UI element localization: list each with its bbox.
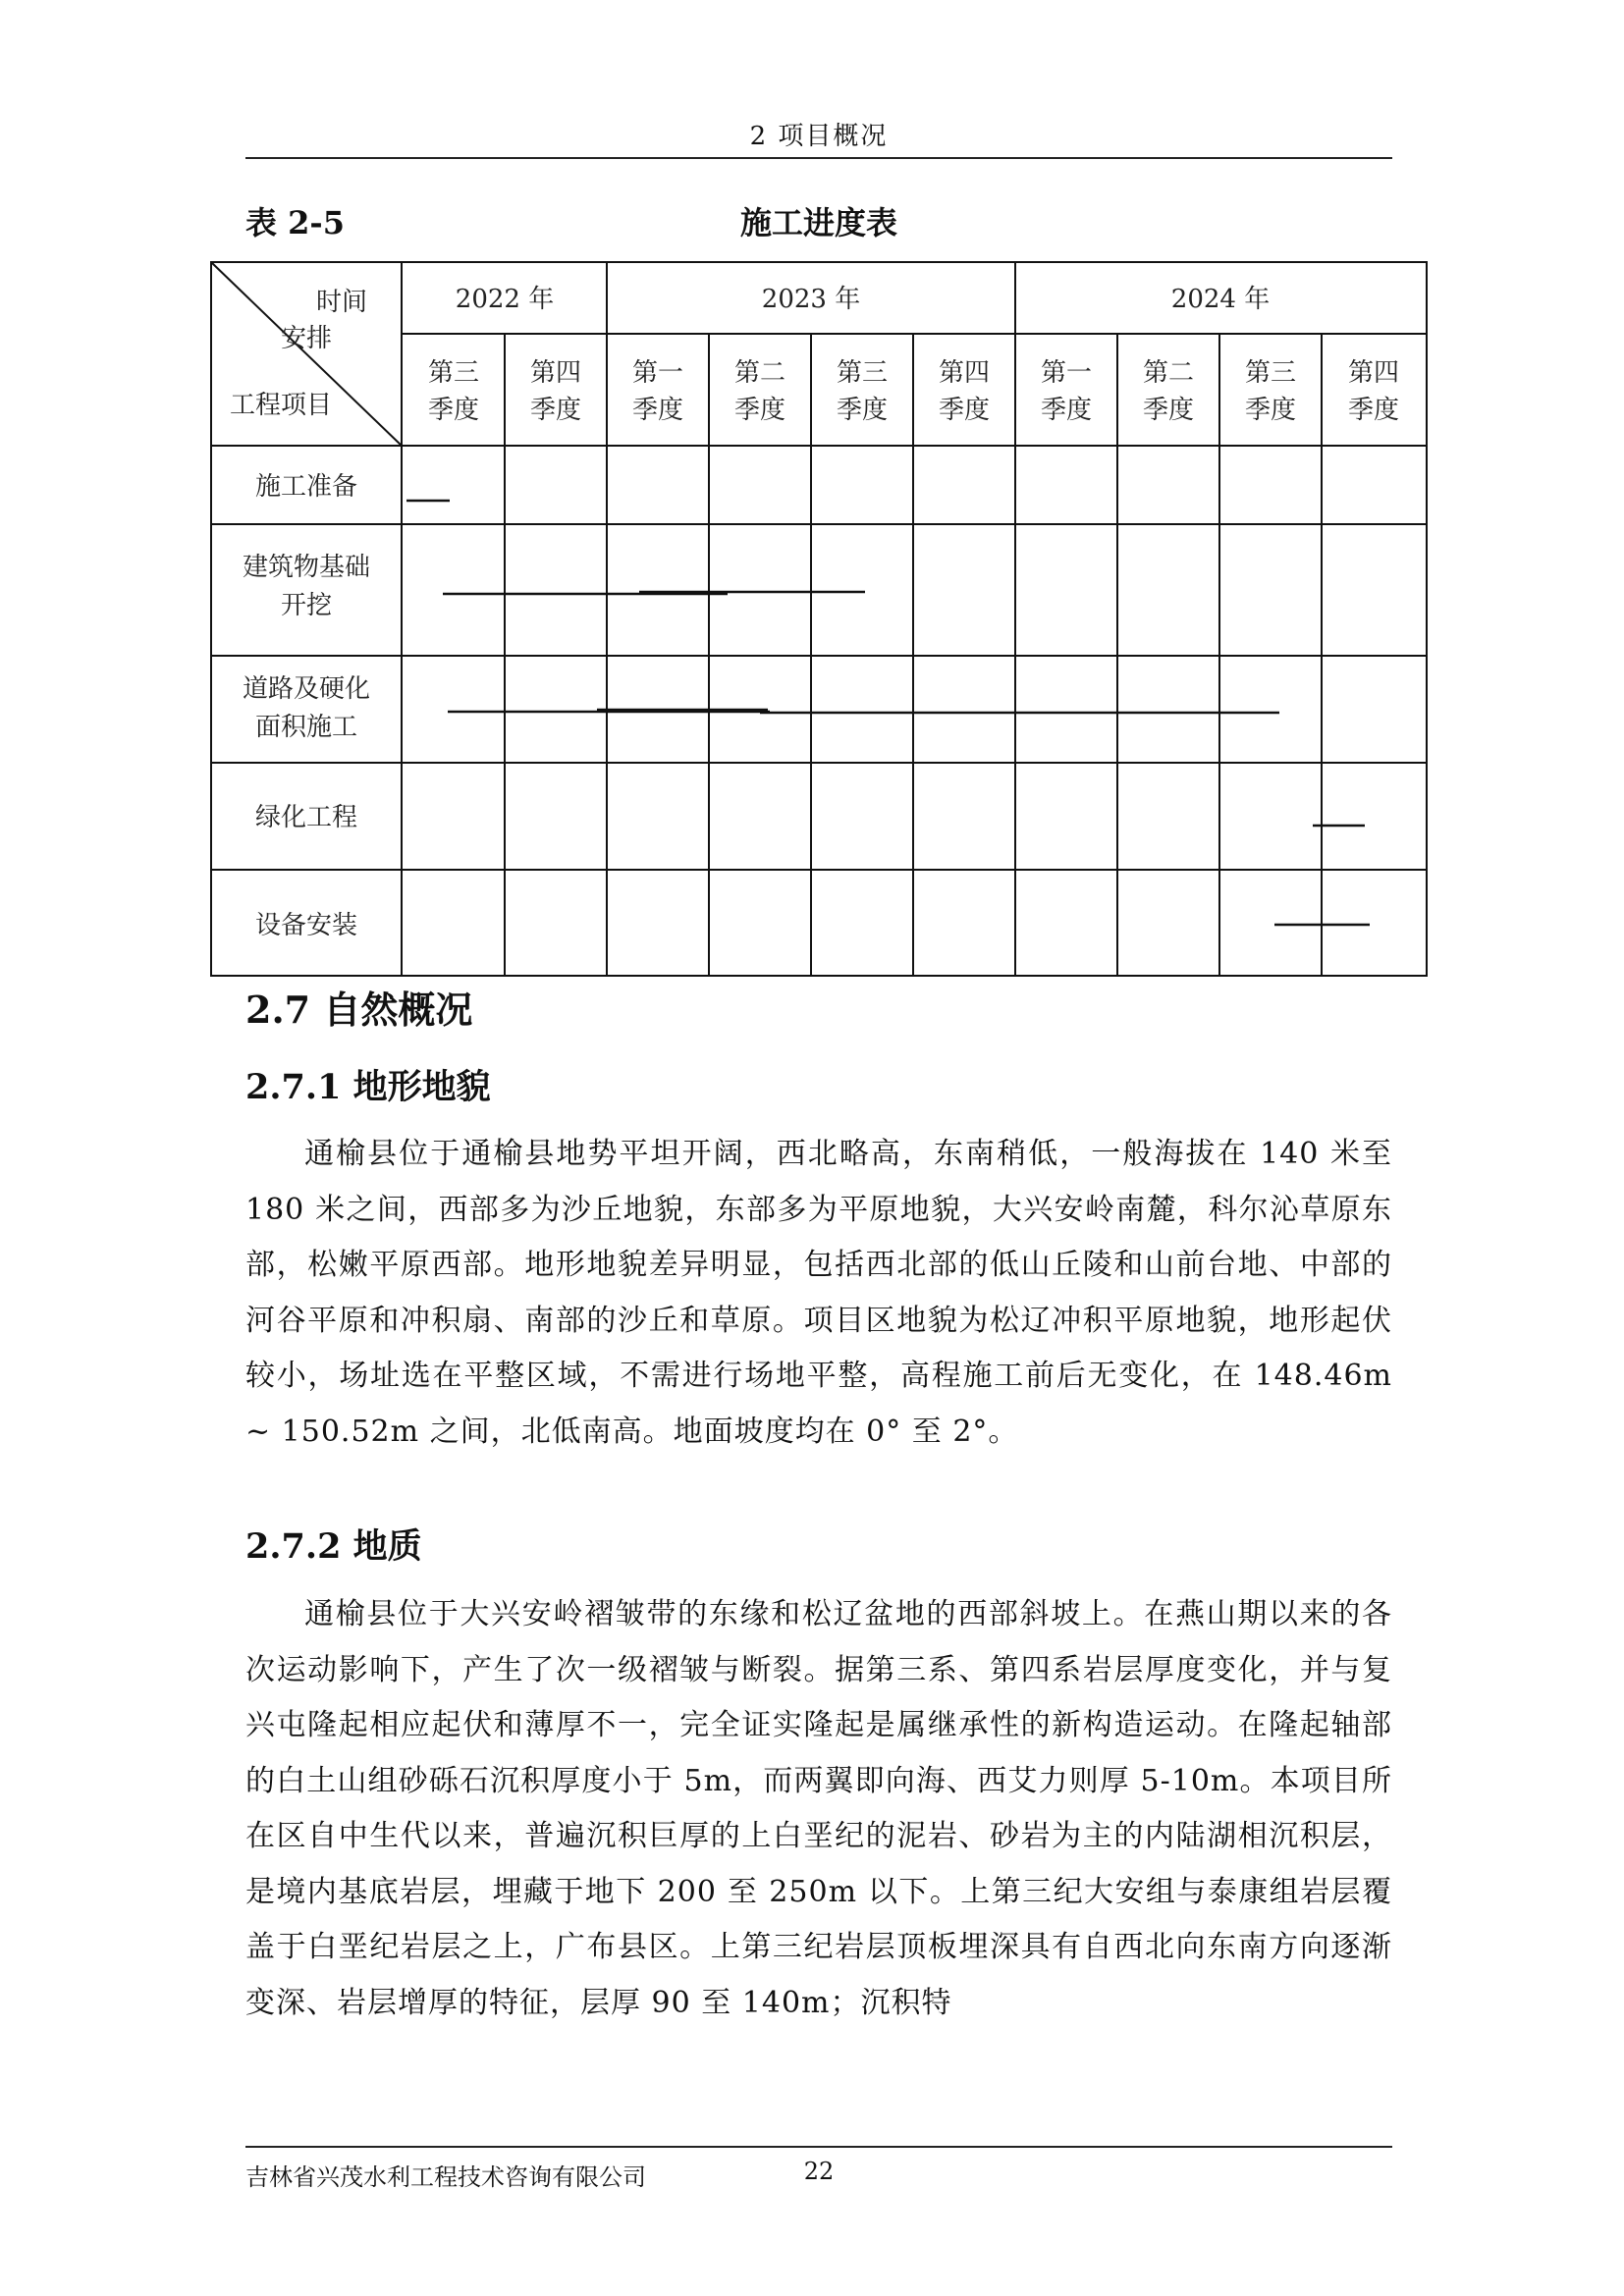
quarter-label: 季度	[733, 396, 786, 425]
year-2022: 2022 年	[455, 285, 555, 314]
construction-schedule-table	[210, 261, 1428, 978]
section-heading-2-7-2: 2.7.2 地质	[245, 1526, 422, 1567]
row-label-greening: 绿化工程	[254, 803, 358, 832]
quarter-label: 第四	[938, 358, 991, 388]
quarter-label: 季度	[1142, 396, 1195, 425]
quarter-label: 季度	[836, 396, 889, 425]
quarter-label: 第四	[529, 358, 582, 388]
quarter-label: 第三	[427, 358, 480, 388]
row-label-equipment: 设备安装	[254, 911, 358, 940]
quarter-label: 第三	[836, 358, 889, 388]
quarter-label: 季度	[1347, 396, 1400, 425]
table-caption-title: 施工进度表	[739, 204, 897, 241]
quarter-label: 第一	[631, 358, 684, 388]
footer-company-name: 吉林省兴茂水利工程技术咨询有限公司	[245, 2163, 646, 2191]
quarter-label: 季度	[427, 396, 480, 425]
quarter-label: 季度	[631, 396, 684, 425]
year-2024: 2024 年	[1170, 285, 1271, 314]
section-heading-2-7-1: 2.7.1 地形地貌	[245, 1067, 491, 1107]
row-label-road: 道路及硬化	[242, 674, 371, 704]
quarter-label: 第四	[1347, 358, 1400, 388]
quarter-label: 季度	[529, 396, 582, 425]
corner-label-arrange: 安排	[281, 324, 333, 353]
row-label-foundation: 建筑物基础	[242, 553, 371, 582]
corner-label-time: 时间	[316, 288, 368, 317]
section-heading-2-7: 2.7 自然概况	[245, 988, 473, 1032]
row-label-foundation: 开挖	[280, 591, 333, 620]
row-label-prep: 施工准备	[254, 472, 358, 502]
quarter-label: 第二	[733, 358, 786, 388]
paragraph-geology: 通榆县位于大兴安岭褶皱带的东缘和松辽盆地的西部斜坡上。在燕山期以来的各次运动影响下，产生了次一级褶皱与断裂。据第三系、第四系岩层厚度变化，并与复兴屯隆起相应起伏和薄厚不一，完全证实隆起是属继承性的新构造运动。在隆起轴部的白土山组砂砾石沉积厚度小于 5m，而两翼即向海、西艾力则厚 5-10m。本项目所在区自中生代以来，普遍沉积巨厚的上白垩纪的泥岩、砂岩为主的内陆湖相沉积层，是境内基底岩层，埋藏于地下 200 至 250m 以下。上第三纪大安组与泰康组岩层覆盖于白垩纪岩层之上，广布县区。上第三纪岩层顶板埋深具有自西北向东南方向逐渐变深、岩层增厚的特征，层厚 90 至 140m；沉积特	[245, 1597, 1392, 2020]
quarter-label: 季度	[938, 396, 991, 425]
quarter-label: 第一	[1040, 358, 1093, 388]
quarter-label: 第二	[1142, 358, 1195, 388]
row-label-road: 面积施工	[254, 713, 358, 742]
page-number: 22	[803, 2158, 835, 2185]
page-header-title: 2 项目概况	[749, 122, 889, 151]
corner-label-project: 工程项目	[230, 391, 333, 420]
header-divider	[245, 157, 1392, 159]
quarter-label: 季度	[1040, 396, 1093, 425]
footer-divider	[245, 2146, 1392, 2148]
year-2023: 2023 年	[761, 285, 861, 314]
paragraph-terrain: 通榆县位于通榆县地势平坦开阔，西北略高，东南稍低，一般海拔在 140 米至 180 米之间，西部多为沙丘地貌，东部多为平原地貌，大兴安岭南麓，科尔沁草原东部，松嫩平原西部。地形地貌差异明显，包括西北部的低山丘陵和山前台地、中部的河谷平原和冲积扇、南部的沙丘和草原。项目区地貌为松辽冲积平原地貌，地形起伏较小，场址选在平整区域，不需进行场地平整，高程施工前后无变化，在 148.46m ~ 150.52m 之间，北低南高。地面坡度均在 0° 至 2°。	[245, 1137, 1392, 1449]
quarter-label: 季度	[1244, 396, 1297, 425]
table-caption-number: 表 2-5	[245, 204, 345, 241]
quarter-label: 第三	[1244, 358, 1297, 388]
